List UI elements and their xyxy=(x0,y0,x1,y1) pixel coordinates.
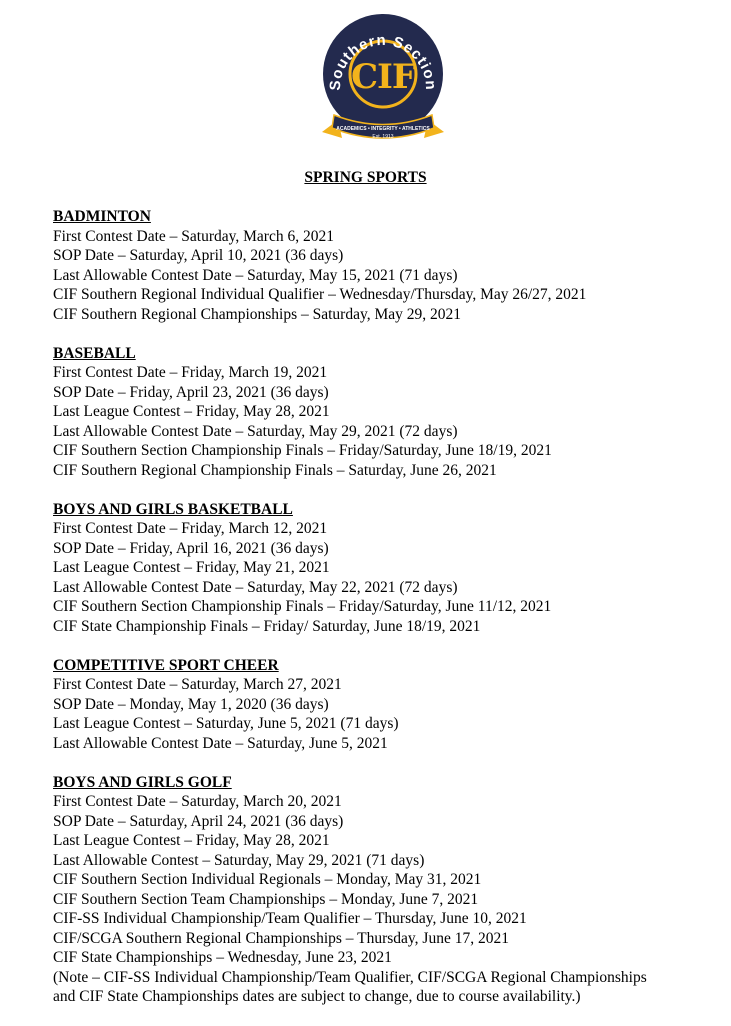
logo-established: Est. 1913 xyxy=(372,134,394,140)
schedule-line: Last League Contest – Friday, May 28, 2021 xyxy=(53,403,330,420)
schedule-line: CIF Southern Section Individual Regionals – Monday, May 31, 2021 xyxy=(53,871,482,888)
schedule-line: Last League Contest – Friday, May 21, 2021 xyxy=(53,559,330,576)
schedule-line: Last Allowable Contest Date – Saturday, May 15, 2021 (71 days) xyxy=(53,266,458,284)
schedule-line: Last Allowable Contest Date – Saturday, May 22, 2021 (72 days) xyxy=(53,578,458,596)
schedule-line: First Contest Date – Saturday, March 6, 2021 xyxy=(53,227,334,245)
schedule-line: SOP Date – Saturday, April 24, 2021 (36 days) xyxy=(53,812,344,830)
schedule-line: First Contest Date – Saturday, March 27, 2021 xyxy=(53,676,342,693)
sport-heading: BOYS AND GIRLS BASKETBALL xyxy=(53,500,293,518)
schedule-line: Last League Contest – Saturday, June 5, 2021 (71 days) xyxy=(53,715,399,732)
schedule-line: SOP Date – Monday, May 1, 2020 (36 days) xyxy=(53,695,329,713)
sport-heading: BASEBALL xyxy=(53,344,136,362)
schedule-line: Last Allowable Contest Date – Saturday, May 29, 2021 (72 days) xyxy=(53,422,458,440)
sport-heading: BADMINTON xyxy=(53,208,151,225)
schedule-line: SOP Date – Friday, April 23, 2021 (36 days) xyxy=(53,383,329,401)
schedule-line: SOP Date – Friday, April 16, 2021 (36 days) xyxy=(53,539,329,557)
schedule-line: CIF Southern Section Team Championships – Monday, June 7, 2021 xyxy=(53,890,479,908)
sport-section xyxy=(53,656,723,754)
schedule-line: CIF Southern Regional Individual Qualifier – Wednesday/Thursday, May 26/27, 2021 xyxy=(53,286,587,303)
schedule-line: CIF State Championships – Wednesday, June 23, 2021 xyxy=(53,949,392,966)
sport-heading: BOYS AND GIRLS GOLF xyxy=(53,773,232,791)
schedule-line: First Contest Date – Friday, March 19, 2021 xyxy=(53,364,328,381)
schedule-line: CIF Southern Regional Championships – Saturday, May 29, 2021 xyxy=(53,305,462,323)
schedule-line: CIF State Championship Finals – Friday/ Saturday, June 18/19, 2021 xyxy=(53,617,481,635)
logo-monogram: CIF xyxy=(350,57,416,97)
schedule-line: SOP Date – Saturday, April 10, 2021 (36 days) xyxy=(53,247,344,264)
page-title: SPRING SPORTS xyxy=(304,169,427,186)
schedule-line: CIF Southern Section Championship Finals – Friday/Saturday, June 18/19, 2021 xyxy=(53,442,552,459)
schedule-line: Last Allowable Contest Date – Saturday, June 5, 2021 xyxy=(53,734,388,752)
schedule-line: CIF-SS Individual Championship/Team Qualifier – Thursday, June 10, 2021 xyxy=(53,910,527,927)
schedule-line: CIF Southern Section Championship Finals – Friday/Saturday, June 11/12, 2021 xyxy=(53,598,552,615)
schedule-content xyxy=(53,207,723,1026)
schedule-line: Last Allowable Contest – Saturday, May 29, 2021 (71 days) xyxy=(53,851,425,869)
schedule-line: Last League Contest – Friday, May 28, 2021 xyxy=(53,832,330,849)
schedule-line: First Contest Date – Saturday, March 20, 2021 xyxy=(53,793,342,810)
cif-southern-section-logo xyxy=(316,12,450,150)
schedule-line: and CIF State Championships dates are subject to change, due to course availability.) xyxy=(53,988,581,1005)
schedule-line: First Contest Date – Friday, March 12, 2021 xyxy=(53,520,328,537)
schedule-line: CIF/SCGA Southern Regional Championships – Thursday, June 17, 2021 xyxy=(53,929,509,947)
sport-section xyxy=(53,500,723,637)
sport-section xyxy=(53,773,723,1007)
sport-heading: COMPETITIVE SPORT CHEER xyxy=(53,656,279,674)
sport-section xyxy=(53,207,723,324)
schedule-line: CIF Southern Regional Championship Finals – Saturday, June 26, 2021 xyxy=(53,461,497,479)
schedule-line: (Note – CIF-SS Individual Championship/Team Qualifier, CIF/SCGA Regional Championships xyxy=(53,968,647,986)
logo-arc-text: Southern Section xyxy=(326,31,440,92)
sport-section xyxy=(53,344,723,481)
logo-motto: ACADEMICS • INTEGRITY • ATHLETICS xyxy=(336,126,430,132)
